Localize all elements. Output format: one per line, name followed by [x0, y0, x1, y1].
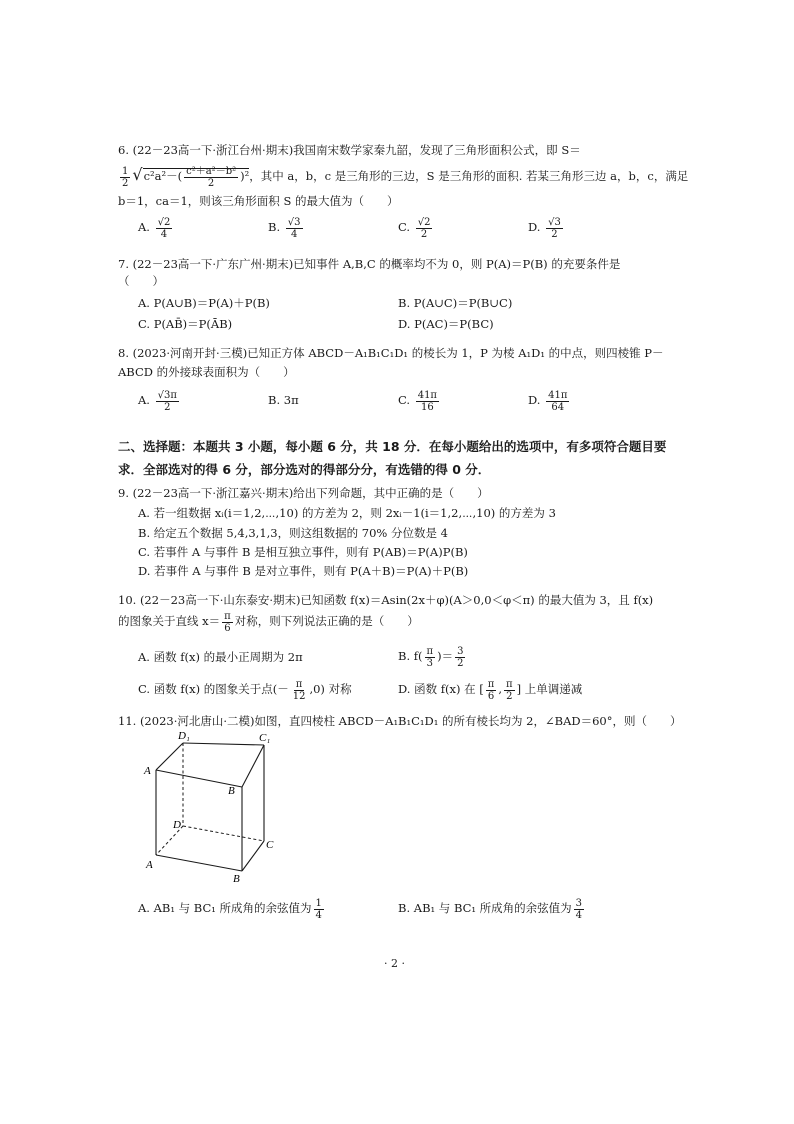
edge-d1-a1: [156, 743, 183, 770]
q10-option-d: D. 函数 f(x) 在 [ $\frac{\pi}{6}$ , $\frac{\pi}{2}$ ] 上单调递减: [398, 678, 583, 702]
q8-line1: 8. (2023·河南开封·三模)已知正方体 ABCD－A₁B₁C₁D₁ 的棱长为 1，P 为棱 A₁D₁ 的中点，则四棱锥 P－: [118, 346, 664, 360]
edge-a-b: [156, 855, 242, 871]
q6-line2: $\frac{1}{2}$ √c²a²－( $\frac{\text{c²＋a²－b²}}{2}$ )²，其中 a，b，c 是三角形的三边，S 是三角形的面积. 若某三角形三边 a，b，c，满足: [122, 165, 689, 189]
q8-option-c: C. $\frac{41\pi}{16}$: [398, 389, 437, 413]
q9-option-a: A. 若一组数据 xᵢ(i＝1,2,⋯,10) 的方差为 2，则 2xᵢ－1(i＝1,2,⋯,10) 的方差为 3: [138, 506, 556, 520]
q8-option-d: D. $\frac{41\pi}{64}$: [528, 389, 568, 413]
q9-option-c: C. 若事件 A 与事件 B 是相互独立事件，则有 P(AB)＝P(A)P(B): [138, 545, 468, 559]
q10-line2: 的图象关于直线 x＝ $\frac{\pi}{6}$ 对称，则下列说法正确的是（ ）: [118, 610, 419, 634]
q10-option-c: C. 函数 f(x) 的图象关于点(－ $\frac{\pi}{12}$ ,0) 对称: [138, 678, 352, 702]
q7-option-d: D. P(AC)＝P(BC): [398, 317, 494, 331]
label-c: C: [266, 839, 274, 851]
q6-option-b: B. $\frac{√3}{4}$: [268, 216, 301, 240]
q11-option-a: A. AB₁ 与 BC₁ 所成角的余弦值为 $\frac{1}{4}$: [138, 897, 322, 921]
q9-line1: 9. (22－23高一下·浙江嘉兴·期末)给出下列命题，其中正确的是（ ）: [118, 486, 489, 500]
q7-line2: （ ）: [118, 274, 164, 288]
q6-sqrt-body: c²a²－( $\frac{\text{c²＋a²－b²}}{2}$ )²: [143, 165, 250, 189]
q7-option-c: C. P(AB̄)＝P(ĀB): [138, 317, 233, 331]
label-a1: A: [144, 765, 151, 777]
section2-heading-line1: 二、选择题：本题共 3 小题，每小题 6 分，共 18 分．在每小题给出的选项中，有多项符合题目要: [118, 439, 667, 454]
q11-line1: 11. (2023·河北唐山·二模)如图，直四棱柱 ABCD－A₁B₁C₁D₁ 的所有棱长均为 2，∠BAD＝60°，则（ ）: [118, 714, 682, 728]
q6-option-a: A. $\frac{√2}{4}$: [138, 216, 171, 240]
q7-line1: 7. (22－23高一下·广东广州·期末)已知事件 A,B,C 的概率均不为 0，则 P(A)＝P(B) 的充要条件是: [118, 257, 621, 271]
edge-d1-c1: [183, 743, 264, 745]
q8-option-a: A. $\frac{√3\pi}{2}$: [138, 389, 177, 413]
section2-heading-line2: 求．全部选对的得 6 分，部分选对的得部分分，有选错的得 0 分．: [118, 462, 491, 477]
q6-line3: b＝1，ca＝1，则该三角形面积 S 的最大值为（ ）: [118, 194, 399, 208]
q11-option-b: B. AB₁ 与 BC₁ 所成角的余弦值为 $\frac{3}{4}$: [398, 897, 583, 921]
q6-option-c: C. $\frac{√2}{2}$: [398, 216, 431, 240]
q10-option-b: B. f( $\frac{\pi}{3}$ )＝ $\frac{3}{2}$: [398, 645, 464, 669]
q9-option-b: B. 给定五个数据 5,4,3,1,3，则这组数据的 70% 分位数是 4: [138, 526, 448, 540]
q9-option-d: D. 若事件 A 与事件 B 是对立事件，则有 P(A＋B)＝P(A)＋P(B): [138, 564, 469, 578]
q6-line2-text: ，其中 a，b，c 是三角形的三边，S 是三角形的面积. 若某三角形三边 a，b，c，满足: [249, 169, 689, 183]
label-b1: B: [228, 785, 235, 797]
label-d1: D₁: [178, 730, 190, 742]
q6-option-d: D. $\frac{√3}{2}$: [528, 216, 561, 240]
q6-frac-half: $\frac{1}{2}$: [122, 165, 129, 189]
q8-line2: ABCD 的外接球表面积为（ ）: [118, 365, 295, 379]
edge-b-c: [242, 841, 264, 871]
q10-option-a: A. 函数 f(x) 的最小正周期为 2π: [138, 650, 303, 664]
label-d: D: [173, 819, 181, 831]
label-b: B: [233, 873, 240, 885]
q7-option-b: B. P(A∪C)＝P(B∪C): [398, 296, 513, 310]
label-a: A: [146, 859, 153, 871]
page-number: · 2 ·: [384, 957, 405, 970]
q10-line1: 10. (22－23高一下·山东泰安·期末)已知函数 f(x)＝Asin(2x＋φ)(A＞0,0＜φ＜π) 的最大值为 3，且 f(x): [118, 593, 654, 607]
label-c1: C₁: [259, 732, 271, 744]
q8-option-b: B. 3π: [268, 393, 299, 407]
q6-line1: 6. (22－23高一下·浙江台州·期末)我国南宋数学家秦九韶，发现了三角形面积公式，即 S＝: [118, 143, 581, 157]
prism-figure: [140, 728, 290, 888]
edge-c1-b1: [242, 745, 264, 787]
edge-d-c-hidden: [183, 826, 264, 841]
q7-option-a: A. P(A∪B)＝P(A)＋P(B): [138, 296, 270, 310]
